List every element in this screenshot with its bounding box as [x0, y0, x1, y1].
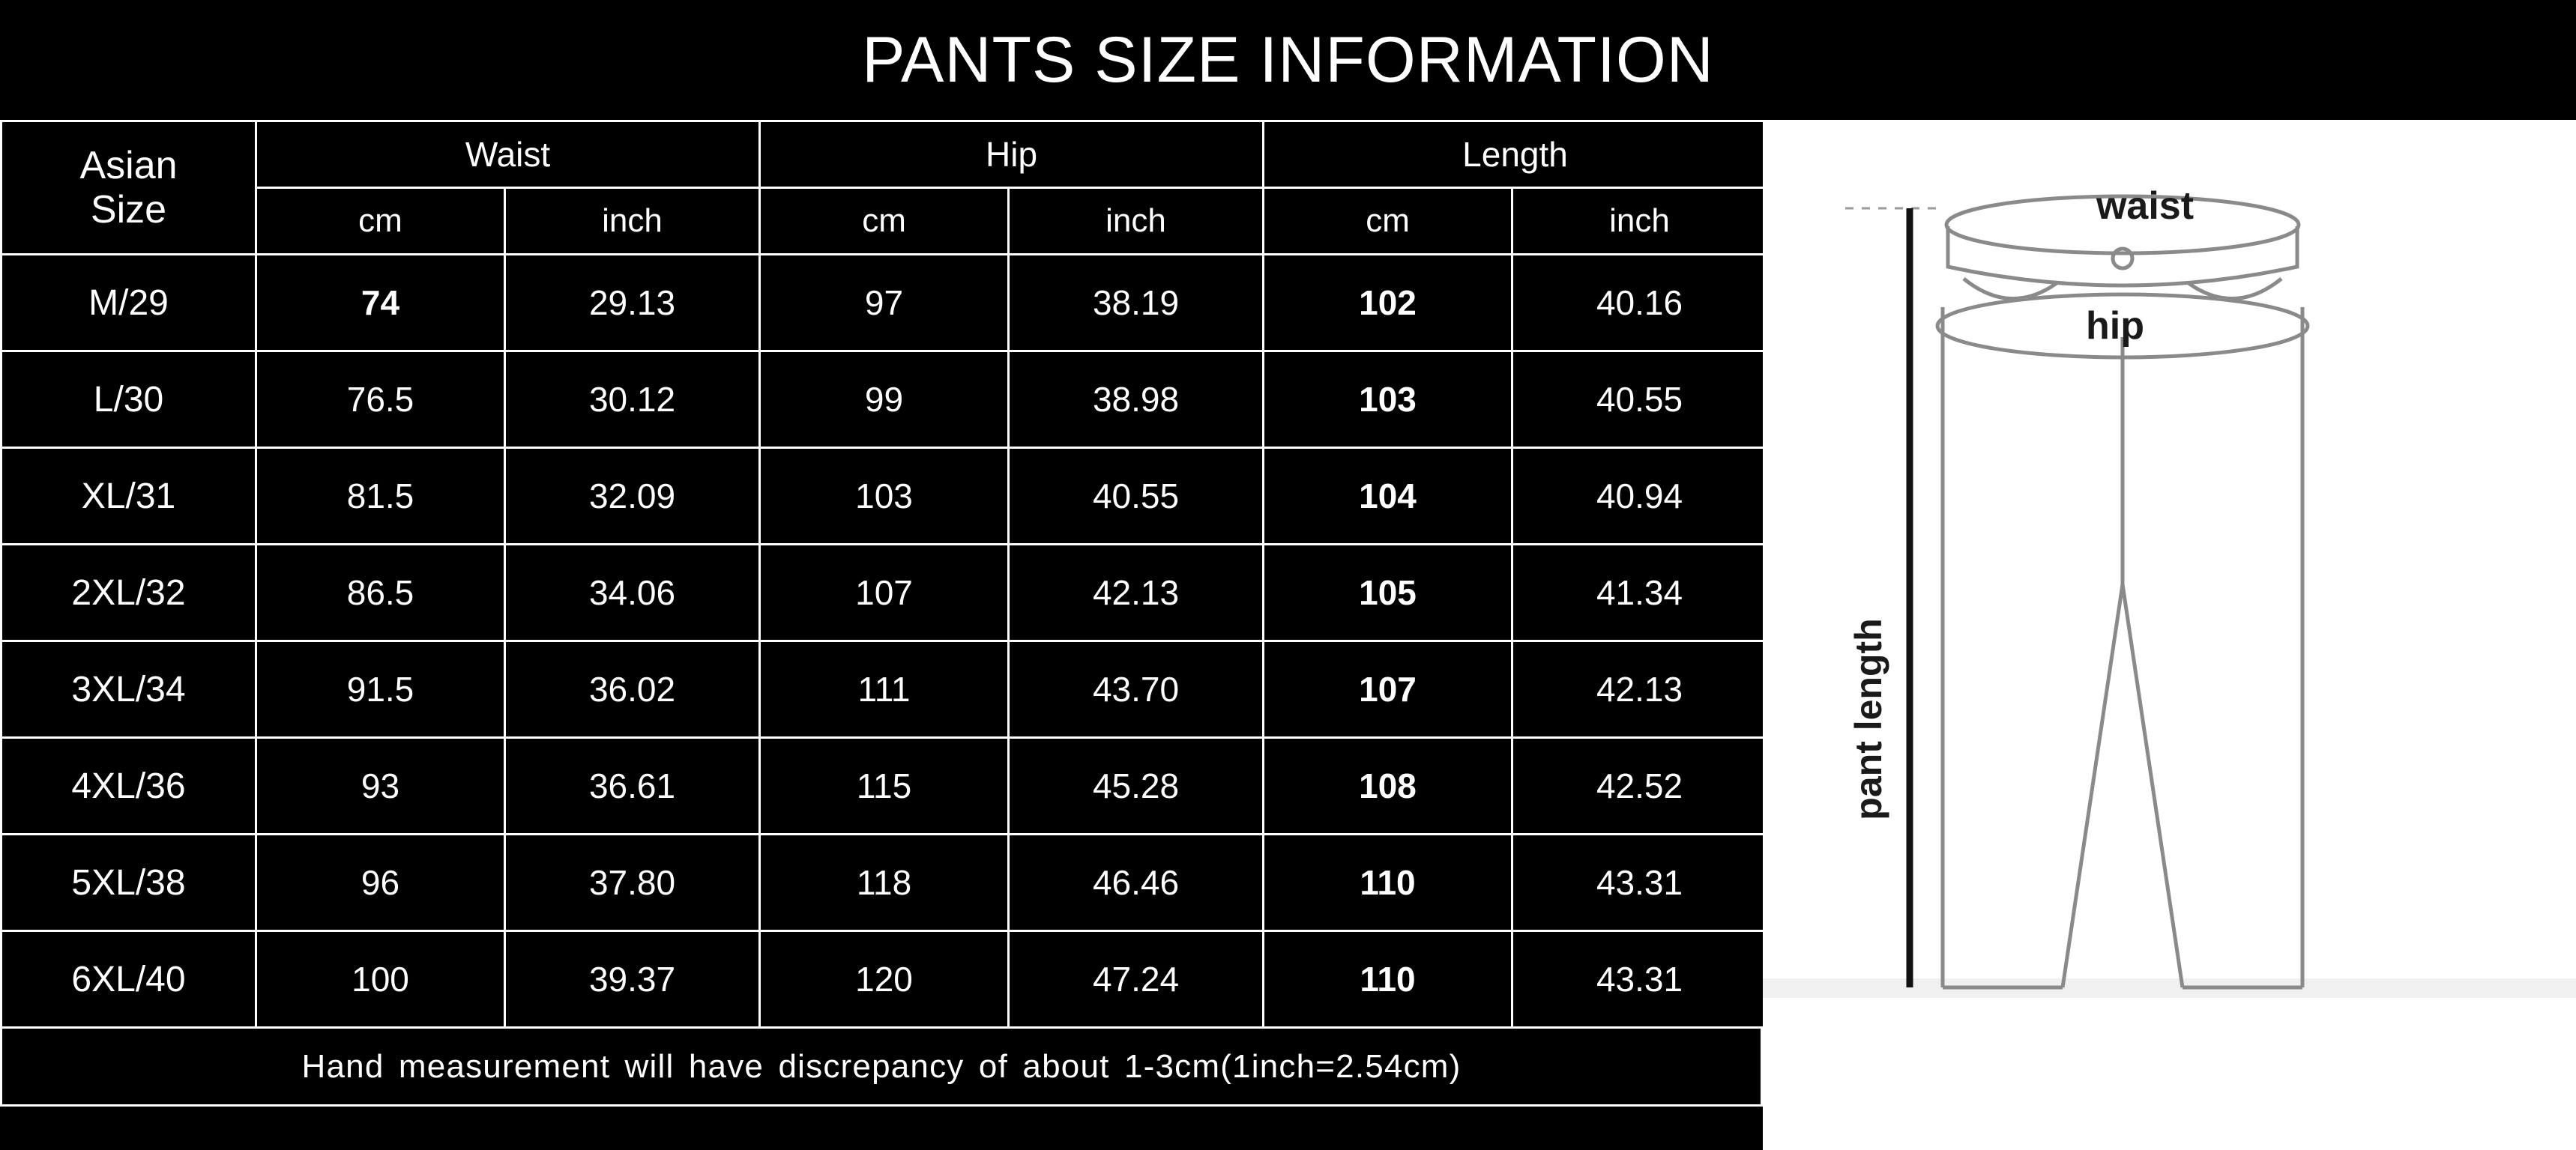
- cell-length-cm: 102: [1264, 255, 1512, 351]
- cell-length-inch: 40.94: [1512, 448, 1767, 545]
- cell-hip-inch: 45.28: [1009, 738, 1264, 835]
- header-group-hip: Hip: [760, 121, 1264, 188]
- row-size-label: 6XL/40: [1, 931, 256, 1028]
- table-row: [1, 448, 1767, 545]
- row-size-label: M/29: [1, 255, 256, 351]
- cell-hip-inch: 40.55: [1009, 448, 1264, 545]
- header-unit-waist-inch: inch: [505, 188, 760, 255]
- ground-shadow: [1763, 978, 2576, 998]
- cell-hip-inch: 42.13: [1009, 545, 1264, 641]
- cell-length-inch: 40.16: [1512, 255, 1767, 351]
- header-row-units: [1, 188, 1767, 255]
- table-row: [1, 931, 1767, 1028]
- cell-hip-cm: 111: [760, 641, 1009, 738]
- header-unit-waist-cm: cm: [256, 188, 505, 255]
- header-unit-hip-cm: cm: [760, 188, 1009, 255]
- page-title: PANTS SIZE INFORMATION: [862, 24, 1714, 96]
- cell-waist-inch: 32.09: [505, 448, 760, 545]
- cell-length-cm: 110: [1264, 835, 1512, 931]
- pants-diagram-panel: [1763, 120, 2576, 1150]
- waistband: [1948, 226, 2297, 285]
- cell-hip-inch: 38.19: [1009, 255, 1264, 351]
- table-row: [1, 738, 1767, 835]
- row-size-label: XL/31: [1, 448, 256, 545]
- header-group-waist: Waist: [256, 121, 760, 188]
- cell-hip-inch: 38.98: [1009, 351, 1264, 448]
- cell-waist-cm: 93: [256, 738, 505, 835]
- cell-length-cm: 107: [1264, 641, 1512, 738]
- cell-length-inch: 43.31: [1512, 835, 1767, 931]
- cell-waist-inch: 36.61: [505, 738, 760, 835]
- cell-hip-cm: 97: [760, 255, 1009, 351]
- cell-hip-cm: 118: [760, 835, 1009, 931]
- size-table: [0, 120, 1768, 1029]
- cell-waist-inch: 30.12: [505, 351, 760, 448]
- cell-waist-inch: 29.13: [505, 255, 760, 351]
- cell-waist-cm: 86.5: [256, 545, 505, 641]
- header-asian-size-line1: Asian: [79, 144, 178, 188]
- header-unit-length-inch: inch: [1512, 188, 1767, 255]
- header-asian-size: [1, 121, 256, 255]
- cell-waist-cm: 74: [256, 255, 505, 351]
- cell-waist-cm: 81.5: [256, 448, 505, 545]
- cell-length-cm: 110: [1264, 931, 1512, 1028]
- table-row: [1, 835, 1767, 931]
- table-row: [1, 255, 1767, 351]
- cell-hip-cm: 103: [760, 448, 1009, 545]
- row-size-label: 3XL/34: [1, 641, 256, 738]
- row-size-label: 4XL/36: [1, 738, 256, 835]
- cell-waist-cm: 76.5: [256, 351, 505, 448]
- size-table-container: [0, 120, 1763, 1150]
- cell-length-cm: 103: [1264, 351, 1512, 448]
- cell-hip-cm: 107: [760, 545, 1009, 641]
- header-row-groups: [1, 121, 1767, 188]
- cell-waist-inch: 36.02: [505, 641, 760, 738]
- cell-length-cm: 104: [1264, 448, 1512, 545]
- pant-length-label: pant length: [1847, 618, 1889, 820]
- pants-diagram: [1763, 120, 2576, 1150]
- cell-waist-inch: 37.80: [505, 835, 760, 931]
- row-size-label: 5XL/38: [1, 835, 256, 931]
- row-size-label: 2XL/32: [1, 545, 256, 641]
- cell-length-inch: 41.34: [1512, 545, 1767, 641]
- cell-length-inch: 40.55: [1512, 351, 1767, 448]
- table-row: [1, 545, 1767, 641]
- row-size-label: L/30: [1, 351, 256, 448]
- cell-waist-inch: 34.06: [505, 545, 760, 641]
- cell-length-cm: 105: [1264, 545, 1512, 641]
- cell-waist-cm: 96: [256, 835, 505, 931]
- cell-waist-cm: 100: [256, 931, 505, 1028]
- cell-hip-cm: 120: [760, 931, 1009, 1028]
- cell-waist-inch: 39.37: [505, 931, 760, 1028]
- cell-length-inch: 42.52: [1512, 738, 1767, 835]
- inseam-left: [2063, 337, 2123, 987]
- cell-length-cm: 108: [1264, 738, 1512, 835]
- waist-label: waist: [2096, 184, 2195, 228]
- cell-hip-inch: 43.70: [1009, 641, 1264, 738]
- hip-label: hip: [2086, 304, 2144, 348]
- title-bar: [0, 0, 2576, 120]
- cell-length-inch: 43.31: [1512, 931, 1767, 1028]
- table-row: [1, 641, 1767, 738]
- table-body: [1, 255, 1767, 1028]
- header-group-length: Length: [1264, 121, 1767, 188]
- header-asian-size-line2: Size: [90, 187, 167, 231]
- header-unit-length-cm: cm: [1264, 188, 1512, 255]
- cell-hip-cm: 115: [760, 738, 1009, 835]
- header-unit-hip-inch: inch: [1009, 188, 1264, 255]
- cell-hip-inch: 47.24: [1009, 931, 1264, 1028]
- cell-waist-cm: 91.5: [256, 641, 505, 738]
- cell-length-inch: 42.13: [1512, 641, 1767, 738]
- table-row: [1, 351, 1767, 448]
- table-head: [1, 121, 1767, 255]
- measurement-note: Hand measurement will have discrepancy of about 1-3cm(1inch=2.54cm): [0, 1029, 1763, 1107]
- content-row: [0, 120, 2576, 1150]
- table-bottom-filler: [0, 1107, 1763, 1150]
- inseam-right: [2123, 584, 2183, 987]
- cell-hip-cm: 99: [760, 351, 1009, 448]
- cell-hip-inch: 46.46: [1009, 835, 1264, 931]
